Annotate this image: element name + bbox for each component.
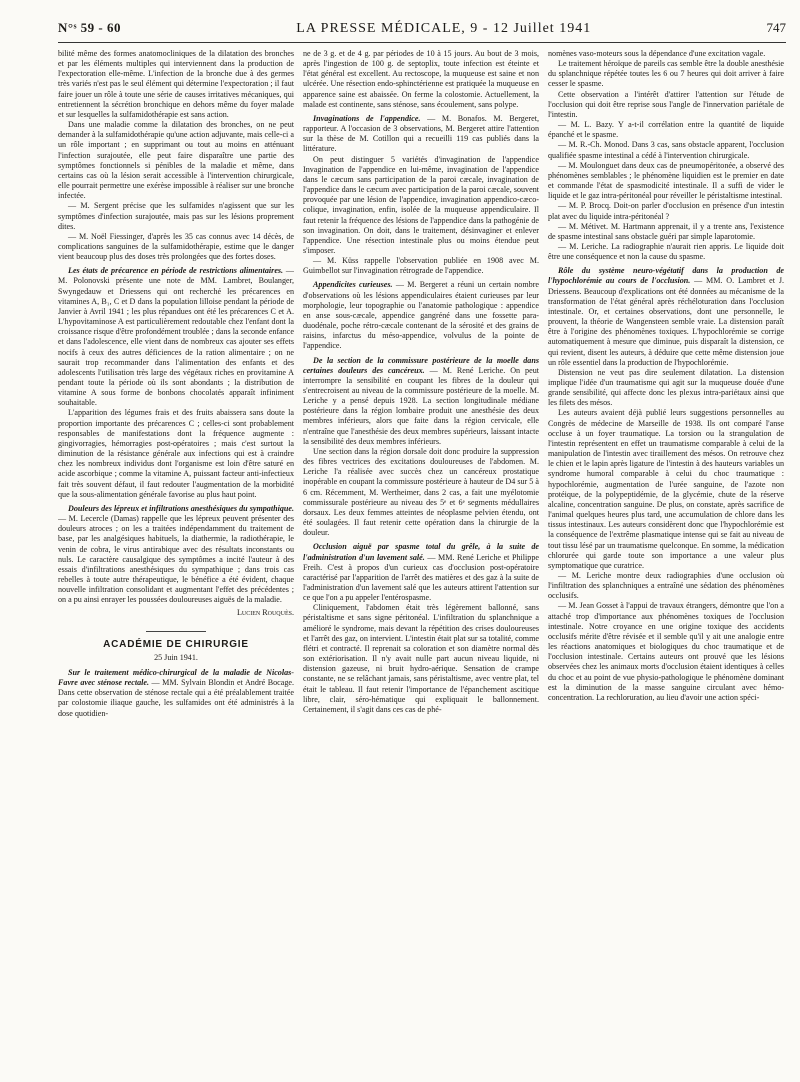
paragraph: Le traitement héroïque de pareils cas semble être la double anesthésie du splanchnique répétée toutes les 6 ou 7 heures qui doit arriver à faire cesser le spasme. — [548, 59, 784, 89]
divider — [146, 631, 206, 632]
section-heading: Sur le traitement médico-chirurgical de la maladie de Nicolas-Favre avec sténose rectale. — [58, 667, 294, 688]
paragraph: — M. Jean Gosset à l'appui de travaux étrangers, démontre que l'on a attaché trop d'importance aux phénomènes toxiques de l'occlusion intestinale. Notre croyance en une origine toxique des accidents occlusifs mérite d'être révisée et il semble qu'il y ait une analogie entre les réactions anatomiques et biologiques du choc traumatique et de l'occlusion intestinale. Certains auteurs ont prouvé que les lésions observées chez les animaux morts d'occlusion étaient identiques à celles du choc et au point de vue physio-pathologique le phénomène dominant est la diminution de la masse sanguine circulant avec hémo-concentration. La rechloruration, au lieu d'avoir une action spéci- — [548, 601, 784, 702]
paragraph: — M. Leriche montre deux radiographies d'une occlusion où l'infiltration des splanchniques a entraîné une sédation des phénomènes occlusifs. — [548, 570, 784, 601]
section-body: — MM. Sylvain Blondin et André Bocage. Dans cette observation de sténose rectale qui a été préalablement traitée par colostomie iliaque gauche, les sulfamides ont été administrés à la dose quotidien- — [58, 678, 294, 718]
paragraph: On peut distinguer 5 variétés d'invagination de l'appendice Invagination de l'appendice en lui-même, invagination de l'appendice dans le cæcum sans participation de la paroi cæcale, invagination de l'appendice dans le cæcum avec participation de la paroi cæcale, souvent provoquée par une lésion de l'appendice, invagination appendico-cæco-colique, invagination, enfin, isolée de la muqueuse appendiculaire. Il faut retenir la fréquence des lésions de l'appendice dans la pathogénie de son invagination. On doit, dans le traitement, désinvaginer et enlever l'appendice. Une résection intestinale plus ou moins étendue peut s'imposer. — [303, 154, 539, 255]
paragraph: Dans une maladie comme la dilatation des bronches, on ne peut demander à la sulfamidothérapie qu'une action adjuvante, mais celle-ci a un rôle important ; en supprimant ou tout au moins en atténuant l'infection surajoutée, elle peut faire disparaître une partie des symptômes fonctionnels si pénibles de la maladie et même, dans certains cas où la lésion serait accessible à l'intervention chirurgicale, elle pourrait permettre une exérèse impossible à réaliser sur une bronche infectée. — [58, 120, 294, 201]
page-number: 747 — [766, 20, 786, 35]
paragraph: — M. Noël Fiessinger, d'après les 35 cas connus avec 14 décès, de complications sanguines de la sulfamidothérapie, estime que le danger vient beaucoup plus des doses très prolongées que des fortes doses. — [58, 231, 294, 262]
column-1 — [58, 49, 294, 1079]
paragraph: — M. Leriche. La radiographie n'aurait rien appris. Le liquide doit être une conséquence et non la cause du spasme. — [548, 241, 784, 262]
paragraph: Cliniquement, l'abdomen était très légèrement ballonné, sans péristaltisme et sans signe péritonéal. L'infiltration du splanchnique a amélioré le syndrome, mais devant la répétition des crises douloureuses et l'arrêt des gaz, on intervient. L'intestin était plat sur sa totalité, comme flétri et contracté. Il reprenait sa coloration et son diamètre normal dès son extériorisation. Il n'y avait nulle part aucun niveau liquide, ni distension gazeuse, ni bruit hydro-aérique. Sensation de crampe constante, ne se relâchant jamais, sans péristaltisme, avec ventre plat, tel était le tableau. Il faut retenir l'importance de l'épanchement ascitique libre, clair, séro-hématique qui expliquait le ballonnement. Certainement, il s'agit dans ces cas de phé- — [303, 603, 539, 714]
section-heading: Rôle du système neuro-végétatif dans la production de l'hypochlorémie au cours de l'occlusion. — [548, 266, 784, 286]
section-heading: Occlusion aiguë par spasme total du grêle, à la suite de l'administration d'un lavement salé. — [303, 542, 539, 562]
paragraph: bilité même des formes anatomocliniques de la dilatation des bronches et par les éléments multiples qui interviennent dans la production de l'expectoration elle-même. L'infection de la bronche due à des germes très variés n'est pas le seul élément qui détermine l'expectoration ; il faut faire jouer un rôle à toute une série de causes irritatives mécaniques, qui entretiennent la sécrétion bronchique en dehors même du foyer malade et sur lesquelles la sulfamidothérapie est sans action. — [58, 49, 294, 119]
paragraph: — M. R.-Ch. Monod. Dans 3 cas, sans obstacle apparent, l'occlusion qualifiée spasme intestinal a cédé à l'intervention chirurgicale. — [548, 140, 784, 160]
paragraph: Cette observation a l'intérêt d'attirer l'attention sur l'étude de l'occlusion qui doit être reprise sous l'angle de l'innervation pariétale de l'intestin. — [548, 89, 784, 119]
section-paragraph — [548, 266, 784, 368]
paragraph: Les auteurs avaient déjà publié leurs suggestions personnelles au Congrès de médecine de Marseille de 1938. Ils ont comparé l'anse occluse à un foyer traumatique. La torsion ou la strangulation de l'intestin représentent en effet un traumatisme comparable à celui de la manipulation de l'intestin avec tiraillement des mésos. On retrouve chez le chien et le lapin après ligature de l'intestin à des hauteurs variables un syndrome humoral comparable à celui du choc traumatique : hypochlorémie, augmentation de l'urée sanguine, de l'azote non protéique, de la polypeptidémie, de la glycémie, chute de la réserve alcaline, concentration sanguine. De plus, on constate, après sacrifice de l'animal quelques heures plus tard, une accumulation de chlore dans les tissus intestinaux. Les auteurs considèrent donc que l'hypochlorémie est la conséquence de l'extrême plasmatique intense qui se fait au niveau de tout tissu lésé par un traumatisme quelconque. En somme, la médication chlorurée qui garde toute son importance a une valeur plus symptomatique que curatrice. — [548, 408, 784, 570]
paragraph: — M. P. Brocq. Doit-on parler d'occlusion en présence d'un intestin plat avec du liquide intra-péritonéal ? — [548, 201, 784, 221]
paragraph: L'apparition des légumes frais et des fruits abaissera sans doute la proportion importante des précarences C ; celles-ci sont probablement responsables de manifestations dont la fréquence augmente : gingivorragies, hémorragies post-opératoires ; mais c'est surtout la diminution de la résistance générale aux infections qui est à craindre chez les nombreux individus dont l'organisme est loin d'être saturé en acide ascorbique ; comme la vitamine A, puissant facteur anti-infectieux fait très souvent défaut, il faut redouter l'augmentation de la morbidité que la sous-alimentation générale favorise au plus haut point. — [58, 408, 294, 499]
section-heading: Douleurs des lépreux et infiltrations anesthésiques du sympathique. — [68, 503, 294, 513]
paragraph: — M. Métivet. M. Hartmann apprenait, il y a trente ans, l'existence de spasme intestinal sans obstacle guéri par simple laparotomie. — [548, 221, 784, 241]
paragraph: Une section dans la région dorsale doit donc produire la suppression des fibres vectrices des excitations douloureuses de l'abdomen. M. Leriche l'a réalisée avec succès chez un cancéreux prostatique inopérable en coupant la commissure postérieure à hauteur de D4 sur 5 à 6 cm. Récemment, M. Wertheimer, dans 2 cas, a fait une myélotomie commissurale postérieure au niveau des 5ᵉ et 6ᵉ segments médullaires dorsaux. Les deux femmes atteintes de néoplasme pelvien étendu, ont été soulagées. Il faut retenir cette opération dans la chirurgie de la douleur. — [303, 446, 539, 538]
section-body: — MM. O. Lambret et J. Driessens. Beaucoup d'explications ont été données au mécanisme de la transformation de l'état général après réchéloturation dans l'occlusion intestinale. Or, et certaines observations, dont une personnelle, le prouvent, la théorie de Wangensteen semble vraie. La distension paraît être à l'origine des phénomènes toxiques. L'hypochlorémie se corrige automatiquement à mesure que diminue, puis disparaît la distension, ce qui revient, disent les auteurs, à déduire que cette même distension joue un rôle essentiel dans la production de l'hypochlorémie. — [548, 276, 784, 367]
section-heading: Invaginations de l'appendice. — [313, 113, 421, 123]
column-2 — [303, 49, 539, 1079]
paragraph: — M. L. Bazy. Y a-t-il corrélation entre la quantité de liquide épanché et le spasme. — [548, 120, 784, 140]
page-header — [58, 20, 786, 43]
session-date: 25 Juin 1941. — [154, 652, 198, 662]
section-body: — MM. René Leriche et Philippe Freih. C'est à propos d'un curieux cas d'occlusion post-opératoire caractérisé par l'apparition de l'arrêt des matières et des gaz à la suite de l'administration d'un lavement salé que les auteurs attirent l'attention sur ce que l'on a pu appeler l'entérospasme. — [303, 552, 539, 603]
section-heading: Appendicites curieuses. — [313, 280, 393, 290]
author-signature: Lucien Rouquès. — [236, 608, 294, 618]
section-heading: Les états de précarence en période de restrictions alimentaires. — [68, 266, 284, 276]
section-body: — M. René Leriche. On peut interrompre la sensibilité en coupant les fibres de la douleur qui s'entrecroisent au niveau de la commissure postérieure de la moelle. M. Leriche y a pensé depuis 1928. La section longitudinale médiane postérieure dans la région lombaire produit une anesthésie des deux membres inférieurs, alors que faite dans la région cervicale, elle n'entraîne que l'anesthésie des deux membres supérieurs, laissant intacte la sensibilité des deux membres inférieurs. — [303, 365, 539, 446]
society-heading: ACADÉMIE DE CHIRURGIE — [103, 638, 249, 650]
journal-title: LA PRESSE MÉDICALE, 9 - 12 Juillet 1941 — [296, 21, 592, 36]
section-body: — M. Bonafos. M. Bergeret, rapporteur. A l'occasion de 3 observations, M. Bergeret attire l'attention sur la thèse de M. Cotillon qui a recueilli 119 cas publiés dans la littérature. — [303, 113, 539, 154]
paragraph: — M. Küss rappelle l'observation publiée en 1908 avec M. Guimbellot sur l'invagination rétrograde de l'appendice. — [303, 256, 539, 276]
section-paragraph — [58, 504, 294, 606]
section-paragraph — [303, 356, 539, 447]
paragraph: nomènes vaso-moteurs sous la dépendance d'une excitation vagale. — [548, 49, 766, 58]
section-body: — M. Lecercle (Damas) rappelle que les lépreux peuvent présenter des douleurs atroces ; on les a traitées indépendamment du traitement de base, par les analgésiques habituels, la diathermie, la radiothérapie, le venin de cobra, le virus antirabique avec des résultats inconstants ou nuls. Le caractère causalgique des symptômes a incité l'auteur à des essais d'infiltrations anesthésiques du sympathique ; dans trois cas rebelles à toute autre thérapeutique, le bénéfice a été évident, chaque nouvelle infiltration consolidant et augmentant l'effet des précédentes ; on a pu ainsi enrayer les poussées douloureuses aiguës de la maladie. — [58, 514, 294, 605]
paragraph: Distension ne veut pas dire seulement dilatation. La distension implique l'idée d'un traumatisme qui agit sur la muqueuse douée d'une grande sensibilité, qui affecte donc les plexus intra-pariétaux ainsi que les filets des mésos. — [548, 367, 784, 408]
section-heading: De la section de la commissure postérieure de la moelle dans certaines douleurs des cancéreux. — [303, 355, 539, 375]
section-paragraph — [58, 668, 294, 719]
section-body: — M. Polonovski présente une note de MM. Lambret, Boulanger, Swyngedauw et Driessens qui ont recherché les précarences en vitamines A, B₁, C et D dans la population lilloise pendant la période de Janvier à Avril 1941 ; les plus répandues ont été les précarences C et A. L'hypovitaminose A est particulièrement redoutable chez l'enfant dont la croissance risque d'être profondément troublée ; dans la seconde enfance et dans l'adolescence, elle vient dans de nombreux cas ajouter ses effets nocifs à ceux des autres déficiences de la ration alimentaire ; on ne saurait trop recommander dans l'alimentation des enfants et des adolescents l'utilisation très large des végétaux riches en provitamine A pendant toute la période où ils sont abondants ; la distribution de vitamine A sous forme de bonbons chocolatés apparaît infiniment souhaitable. — [58, 266, 294, 408]
section-body: — M. Bergeret a réuni un certain nombre d'observations où les lésions appendiculaires étaient curieuses par leur morphologie, leur topographie ou l'anatomie pathologique : appendice en anse sous-cæcale, appendice gangréné dans une fossette para-duodénale, poche rétro-cæcale contenant de la sérosité et des grains de raisins, infarctus du méso-appendice, volvulus de la pointe de l'appendice. — [303, 280, 539, 351]
paragraph: — M. Sergent précise que les sulfamides n'agissent que sur les symptômes d'infection surajoutée, mais pas sur les lésions proprement dites. — [58, 201, 294, 231]
paragraph: — M. Moulonguet dans deux cas de pneumopéritonée, a observé des phénomènes semblables ; le phénomène liquidien est le premier en date et commande l'état de spasmodicité intestinale. Il a suffi de vider le liquide et le gaz intra-péritonéal pour réveiller le péristaltisme intestinal. — [548, 160, 784, 201]
paragraph: ne de 3 g. et de 4 g. par périodes de 10 à 15 jours. Au bout de 3 mois, après l'ingestion de 100 g. de septoplix, toute infection est éteinte et l'état général est excellent. Au rectoscope, la muqueuse est saine et non ulcérée. Une résection endo-sphinctérienne est pratiquée la muqueuse en apparence saine est abaissée. On ferme la colostomie. Actuellement, la malade est continente, sans sténose, sans écoulement, sans polype. — [303, 49, 539, 109]
issue-number: N°ˢ 59 - 60 — [58, 20, 121, 35]
column-3 — [548, 49, 784, 1079]
section-paragraph — [303, 280, 539, 351]
section-paragraph — [303, 114, 539, 155]
section-paragraph — [303, 542, 539, 603]
text-columns — [58, 49, 786, 1079]
section-paragraph — [58, 266, 294, 408]
